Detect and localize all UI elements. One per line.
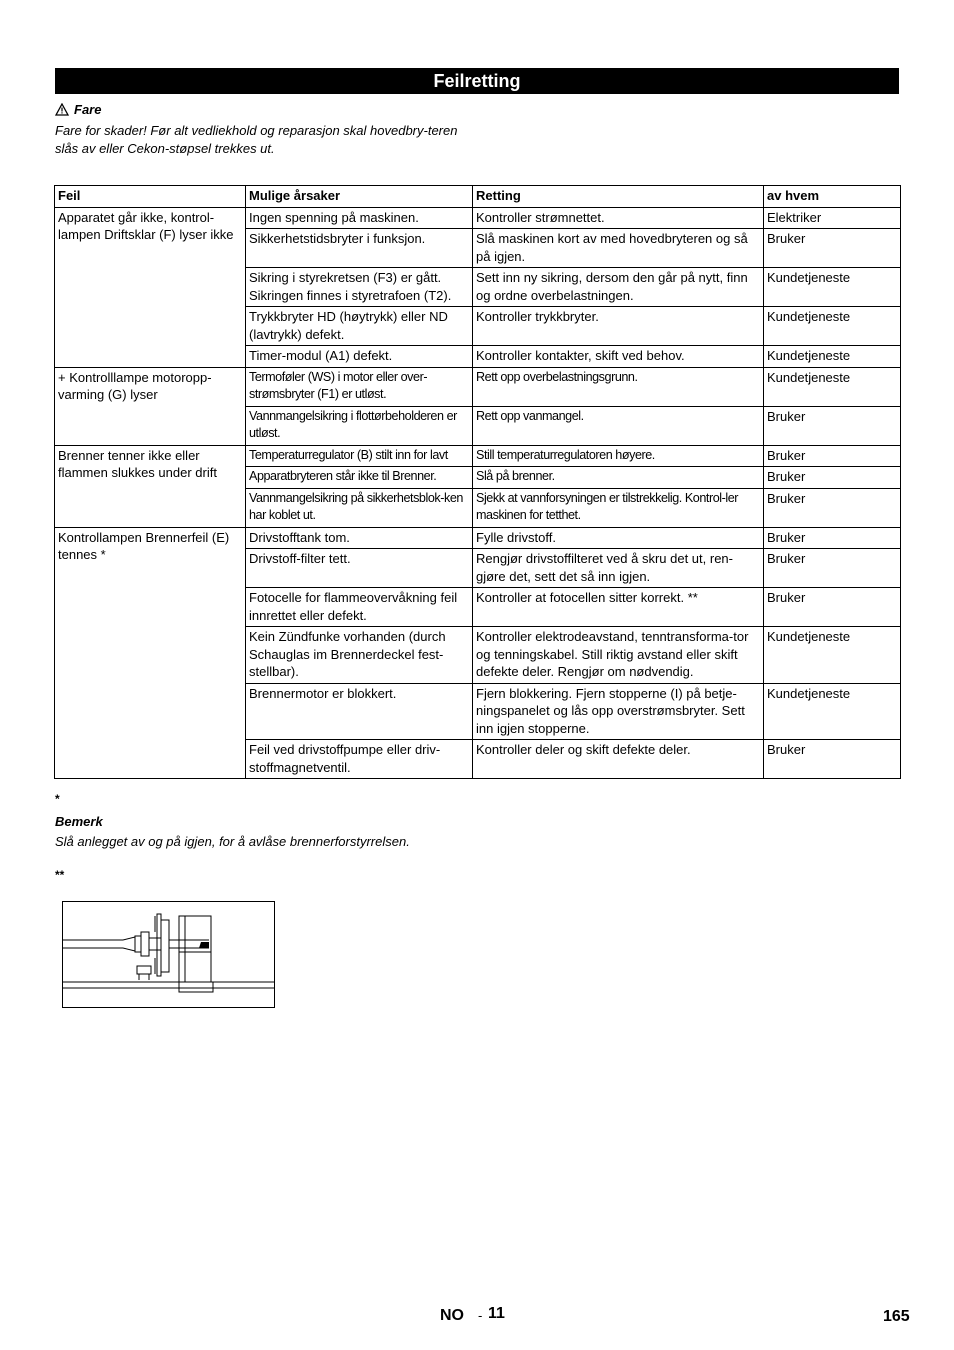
by-cell: Kundetjeneste [764, 307, 901, 346]
by-cell: Bruker [764, 588, 901, 627]
by-cell: Kundetjeneste [764, 346, 901, 368]
by-cell: Elektriker [764, 207, 901, 229]
remedy-cell: Rett opp overbelastningsgrunn. [473, 367, 764, 406]
cause-cell: Feil ved drivstoffpumpe eller driv-stoffmagnetventil. [246, 740, 473, 779]
cause-cell: Vannmangelsikring i flottørbeholderen er utløst. [246, 406, 473, 445]
remedy-cell: Sjekk at vannforsyningen er tilstrekkelig. Kontrol-ler maskinen for tetthet. [473, 488, 764, 527]
footer-dash: - [478, 1308, 483, 1323]
cause-cell: Fotocelle for flammeovervåkning feil innrettet eller defekt. [246, 588, 473, 627]
footnote-double-star: ** [55, 868, 65, 882]
by-cell: Bruker [764, 445, 901, 467]
table-header-row [55, 186, 901, 208]
by-cell: Bruker [764, 406, 901, 445]
remedy-cell: Kontroller trykkbryter. [473, 307, 764, 346]
cause-cell: Termoføler (WS) i motor eller over-strømsbryter (F1) er utløst. [246, 367, 473, 406]
warning-heading-label: Fare [74, 102, 102, 117]
remedy-cell: Kontroller kontakter, skift ved behov. [473, 346, 764, 368]
header-remedy: Retting [473, 186, 764, 208]
by-cell: Bruker [764, 467, 901, 489]
remedy-cell: Still temperaturregulatoren høyere. [473, 445, 764, 467]
cause-cell: Trykkbryter HD (høytrykk) eller ND (lavtrykk) defekt. [246, 307, 473, 346]
warning-heading [55, 102, 101, 117]
fault-cell: Kontrollampen Brennerfeil (E) tennes * [55, 527, 246, 779]
cause-cell: Ingen spenning på maskinen. [246, 207, 473, 229]
by-cell: Kundetjeneste [764, 683, 901, 740]
cause-cell: Temperaturregulator (B) stilt inn for lavt [246, 445, 473, 467]
cause-cell: Brennermotor er blokkert. [246, 683, 473, 740]
by-cell: Bruker [764, 740, 901, 779]
by-cell: Kundetjeneste [764, 627, 901, 684]
by-cell: Kundetjeneste [764, 367, 901, 406]
fault-cell: + Kontrolllampe motoropp-varming (G) lyser [55, 367, 246, 445]
header-cause: Mulige årsaker [246, 186, 473, 208]
header-fault: Feil [55, 186, 246, 208]
remedy-cell: Rengjør drivstoffilteret ved å skru det ut, ren-gjøre det, sett det så inn igjen. [473, 549, 764, 588]
photocell-illustration [62, 901, 275, 1008]
remedy-cell: Kontroller strømnettet. [473, 207, 764, 229]
cause-cell: Apparatbryteren står ikke til Brenner. [246, 467, 473, 489]
fault-cell: Brenner tenner ikke eller flammen slukkes under drift [55, 445, 246, 527]
table-row [55, 207, 901, 229]
footer-page-number: 165 [883, 1308, 910, 1325]
remedy-cell: Slå maskinen kort av med hovedbryteren og så på igjen. [473, 229, 764, 268]
note-heading: Bemerk [55, 814, 103, 829]
photocell-drawing [63, 902, 274, 1007]
by-cell: Bruker [764, 488, 901, 527]
page-title: Feilretting [55, 68, 899, 94]
footer-language: NO [440, 1307, 464, 1324]
by-cell: Kundetjeneste [764, 268, 901, 307]
by-cell: Bruker [764, 527, 901, 549]
fault-cell: Apparatet går ikke, kontrol-lampen Driftsklar (F) lyser ikke [55, 207, 246, 367]
note-text: Slå anlegget av og på igjen, for å avlåse brennerforstyrrelsen. [55, 834, 410, 849]
table-row [55, 527, 901, 549]
remedy-cell: Fylle drivstoff. [473, 527, 764, 549]
by-cell: Bruker [764, 229, 901, 268]
cause-cell: Drivstoff-filter tett. [246, 549, 473, 588]
remedy-cell: Sett inn ny sikring, dersom den går på nytt, finn og ordne overbelastningen. [473, 268, 764, 307]
warning-text: Fare for skader! Før alt vedliekhold og reparasjon skal hovedbry-teren slås av eller Cekon-støpsel trekkes ut. [55, 123, 458, 156]
troubleshooting-table [54, 185, 901, 779]
cause-cell: Vannmangelsikring på sikkerhetsblok-ken har koblet ut. [246, 488, 473, 527]
footnote-single-star: * [55, 792, 60, 806]
cause-cell: Timer-modul (A1) defekt. [246, 346, 473, 368]
footer-section-page: 11 [488, 1305, 505, 1322]
by-cell: Bruker [764, 549, 901, 588]
warning-triangle-icon [55, 103, 69, 116]
cause-cell: Sikring i styrekretsen (F3) er gått. Sikringen finnes i styretrafoen (T2). [246, 268, 473, 307]
remedy-cell: Kontroller at fotocellen sitter korrekt. ** [473, 588, 764, 627]
cause-cell: Sikkerhetstidsbryter i funksjon. [246, 229, 473, 268]
remedy-cell: Slå på brenner. [473, 467, 764, 489]
remedy-cell: Fjern blokkering. Fjern stopperne (I) på betje-ningspanelet og lås opp overstrømsbryter. Sett inn igjen stopperne. [473, 683, 764, 740]
remedy-cell: Rett opp vanmangel. [473, 406, 764, 445]
table-row [55, 445, 901, 467]
remedy-cell: Kontroller elektrodeavstand, tenntransforma-tor og tenningskabel. Still riktig avstand eller skift defekte deler. Rengjør om nødvendig. [473, 627, 764, 684]
cause-cell: Drivstofftank tom. [246, 527, 473, 549]
cause-cell: Kein Zündfunke vorhanden (durch Schauglas im Brennerdeckel fest-stellbar). [246, 627, 473, 684]
table-row [55, 367, 901, 406]
remedy-cell: Kontroller deler og skift defekte deler. [473, 740, 764, 779]
header-by: av hvem [764, 186, 901, 208]
